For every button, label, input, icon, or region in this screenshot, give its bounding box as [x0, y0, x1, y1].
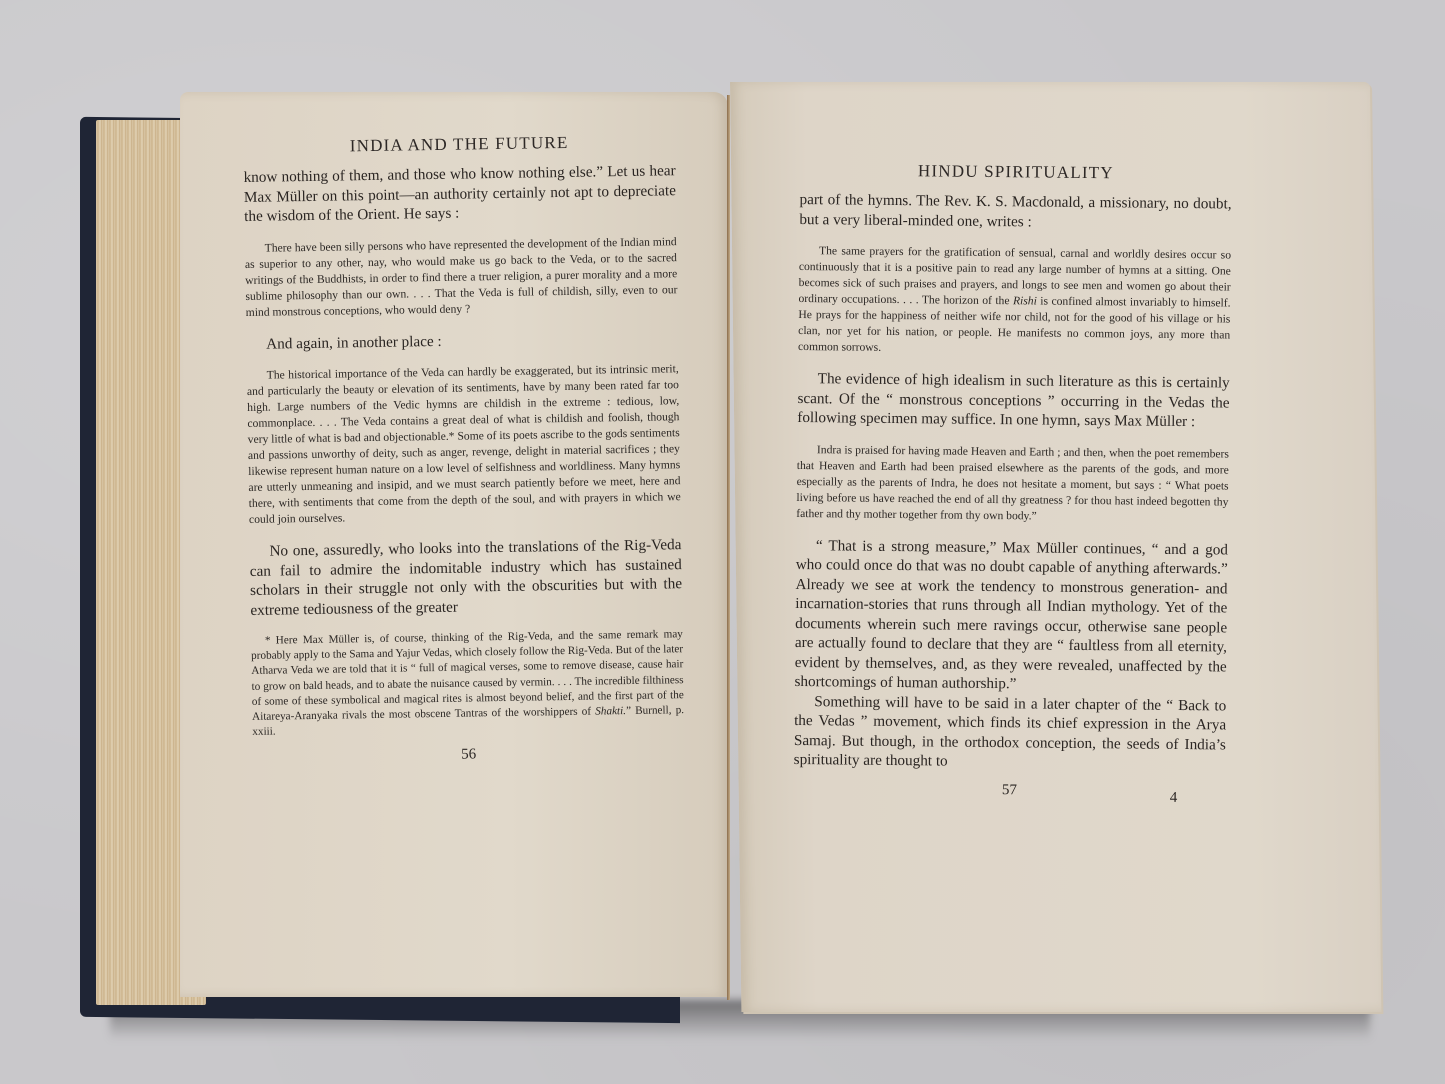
right-quote-2: Indra is praised for having made Heaven and Earth ; and then, when the poet remembers that Heaven and Earth had been praised elsewhere as the parents of the gods, and more especially as the parents of Indra, he does not hesitate a moment, but says : “ What poets living before us have reached the end of all thy greatness ? for thou hast indeed begotten thy father and thy mother together from thy own body.” [796, 442, 1230, 522]
footnote-end: ” Burnell, p. xxiii. [252, 704, 685, 739]
left-running-head: INDIA AND THE FUTURE [349, 132, 569, 156]
right-paragraph-3: “ That is a strong measure,” Max Müller continues, “ and a god who could once do that was no doubt capable of anything afterwards.” Already we see at work the tendency to monstrous generation- and incarnation-stories that runs through all Indian mythology. Yet of the documents wherein such mere ravings occur, otherwise sane people are actually found to declare that they are “ faultless from all eternity, evident by themselves, and, as they were revealed, unaffected by the shortcomings of human authorship.” [794, 536, 1229, 693]
right-footer [793, 779, 1225, 806]
right-page-number: 57 [1001, 781, 1018, 798]
book-gutter [727, 95, 730, 1000]
quote-1-text-b: is confined almost invariably to himself. He prays for the happiness of neither wife nor child, not for the good of his village or his clan, nor yet for his nation, or people. He manifests no common joys, any more than common sorrows. [797, 294, 1231, 354]
left-quote-1: There have been silly persons who have represented the development of the Indian mind as superior to any other, nay, who would make us go back to the Veda, or to the sacred writings of the Buddhists, in order to find there a truer religion, a purer morality and a more sublime philosophy than our own. . . . That the Veda is full of childish, silly, even to our mind monstrous conceptions, who would deny ? [244, 234, 678, 319]
right-opening-paragraph: part of the hymns. The Rev. K. S. Macdonald, a missionary, no doubt, but a very liberal-minded one, writes : [799, 190, 1232, 230]
left-opening-paragraph: know nothing of them, and those who know nothing else.” Let us hear Max Müller on this point—an authority certainly not apt to depreciate the wisdom of the Orient. He says : [243, 162, 677, 225]
left-quote-2: The historical importance of the Veda can hardly be exaggerated, but its intrinsic merit, and particularly the beauty or elevation of its sentiments, have by many been rated far too high. Large numbers of the Vedic hymns are childish in the extreme : tedious, low, commonplace. . . . The Veda contains a great deal of what is childish and foolish, though very little of what is bad and objectionable.* Some of its poets ascribe to the gods sentiments and passions unworthy of deity, such as anger, revenge, delight in material sacrifices ; they likewise represent human nature on a low level of selfishness and worldliness. Many hymns are utterly unmeaning and insipid, and we must search patiently before we meet, here and there, with sentiments that come from the depth of the soul, and with prayers in which we could join ourselves. [246, 362, 681, 526]
right-paragraph-2: The evidence of high idealism in such literature as this is certainly scant. Of the “ monstrous conceptions ” occurring in the Vedas the following specimen may suffice. In one hymn, says Max Müller : [797, 370, 1230, 431]
quote-1-italic: Rishi [1012, 294, 1037, 308]
right-running-head: HINDU SPIRITUALITY [917, 161, 1114, 183]
quote-1-text-a: The same prayers for the gratification of sensual, carnal and worldly desires occur so continuously that it is a positive pain to read any large number of hymns at a sitting. One becomes sick of such praises and prayers, and longs to see men and women go about their ordinary occupations. . . . The horizon of the [798, 244, 1232, 308]
left-footnote [251, 627, 685, 740]
right-quote-1 [798, 243, 1231, 360]
right-paragraph-4: Something will have to be said in a later chapter of the “ Back to the Vedas ” movement, which finds its chief expression in the Arya Samaj. But though, in the orthodox conception, the seeds of India’s spirituality are thought to [793, 692, 1227, 770]
left-page-content [243, 131, 685, 767]
signature-mark: 4 [1169, 789, 1178, 806]
left-transition-line: And again, in another place : [266, 332, 442, 353]
footnote-italic: Shakti. [595, 705, 627, 718]
right-page-content [793, 160, 1232, 806]
footnote-text: * Here Max Müller is, of course, thinking of the Rig-Veda, and the same remark may probably apply to the Sama and Yajur Vedas, which closely follow the Rig-Veda. But of the later Atharva Veda we are told that it is “ full of magical verses, some to remove disease, cause hair to grow on bald heads, and to abate the nuisance caused by vermin. . . . The incredible filthiness of some of these symbolical and magical rites is almost beyond belief, and the first part of the Aitareya-Aranyaka rivals the most obscene Tantras of the worshippers of [251, 628, 684, 723]
left-closing-paragraph: No one, assuredly, who looks into the translations of the Rig-Veda can fail to admire the indomitable industry which has sustained scholars in their struggle not only with the obscurities but with the extreme tediousness of the greater [249, 536, 683, 619]
left-page-number: 56 [461, 746, 477, 764]
